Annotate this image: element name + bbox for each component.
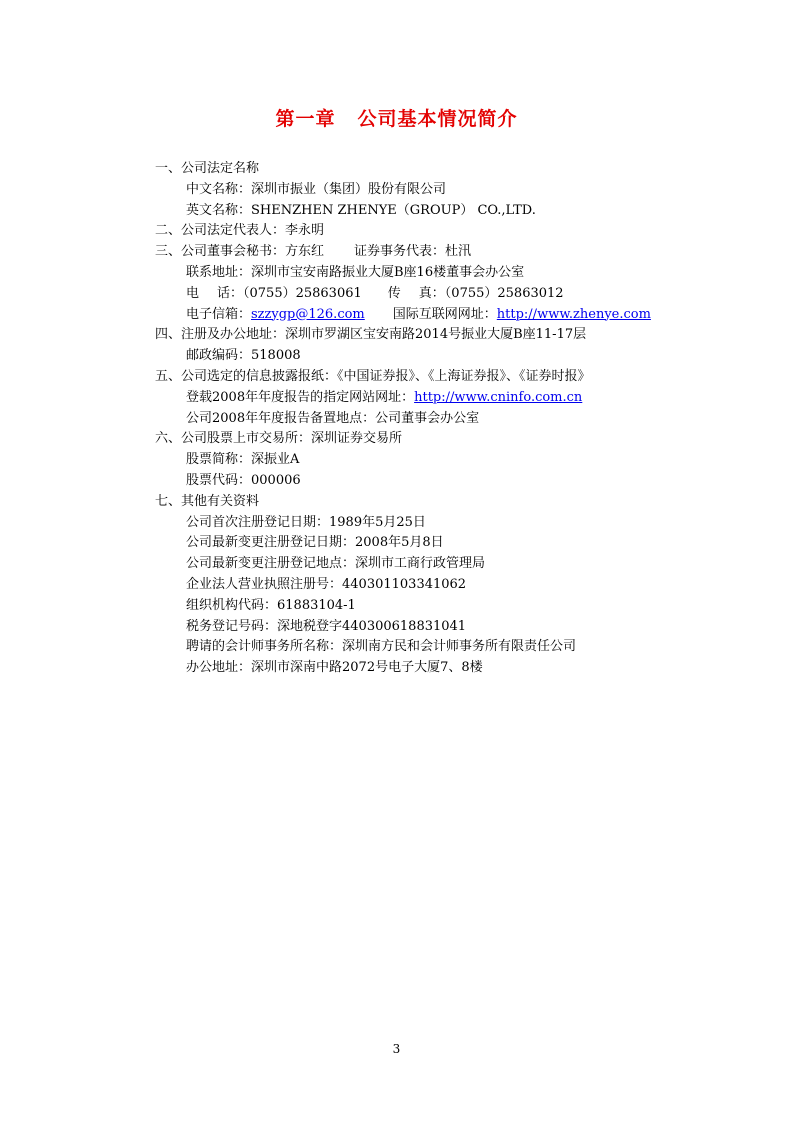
report-place: 公司2008年年度报告备置地点：公司董事会办公室 — [186, 410, 480, 426]
fax: 真：（0755）25863012 — [418, 285, 564, 301]
chapter-number: 第一章 — [275, 108, 336, 130]
tax-registration-number: 税务登记号码：深地税登字440300618831041 — [186, 618, 467, 634]
phone: 话：（0755）25863061 — [217, 285, 362, 301]
securities-representative: 证券事务代表：杜汛 — [354, 244, 472, 260]
website-link[interactable]: http://www.zhenye.com — [496, 306, 651, 322]
phone-fax-row — [155, 284, 675, 305]
postcode: 邮政编码：518008 — [186, 348, 301, 364]
report-website-label: 登载2008年年度报告的指定网站网址： — [186, 389, 415, 405]
accounting-firm: 聘请的会计师事务所名称：深圳南方民和会计师事务所有限责任公司 — [186, 639, 577, 655]
section-4-heading: 四、注册及办公地址：深圳市罗湖区宝安南路2014号振业大厦B座11-17层 — [155, 327, 587, 343]
organization-code: 组织机构代码：61883104-1 — [186, 597, 356, 613]
page-number: 3 — [392, 1042, 401, 1056]
section-3-heading-row — [155, 242, 675, 263]
board-secretary: 三、公司董事会秘书：方东红 — [155, 244, 325, 260]
fax-label-a: 传 — [387, 285, 401, 301]
section-5-heading: 五、公司选定的信息披露报纸：《中国证券报》、《上海证券报》、《证券时报》 — [155, 368, 591, 384]
website-label: 国际互联网网址： — [392, 306, 497, 322]
section-6-heading: 六、公司股票上市交易所：深圳证券交易所 — [155, 431, 403, 447]
company-info — [155, 159, 675, 679]
business-license-number: 企业法人营业执照注册号：440301103341062 — [186, 576, 467, 592]
section-7-heading: 七、其他有关资料 — [155, 493, 260, 509]
stock-code: 股票代码：000006 — [186, 472, 301, 488]
english-name: 英文名称：SHENZHEN ZHENYE（GROUP） CO.,LTD. — [186, 202, 536, 218]
chinese-name: 中文名称：深圳市振业（集团）股份有限公司 — [186, 181, 447, 197]
phone-label-a: 电 — [186, 285, 200, 301]
section-1-heading: 一、公司法定名称 — [155, 161, 260, 176]
latest-registration-place: 公司最新变更注册登记地点：深圳市工商行政管理局 — [186, 556, 486, 572]
accounting-firm-address: 办公地址：深圳市深南中路2072号电子大厦7、8楼 — [186, 660, 483, 676]
chapter-name: 公司基本情况简介 — [357, 108, 518, 130]
latest-registration-date: 公司最新变更注册登记日期：2008年5月8日 — [186, 535, 444, 551]
report-website-link[interactable]: http://www.cninfo.com.cn — [414, 389, 583, 405]
email-link[interactable]: szzygp@126.com — [251, 306, 365, 322]
email-label: 电子信箱： — [186, 306, 252, 322]
report-website-row — [155, 388, 675, 409]
first-registration-date: 公司首次注册登记日期：1989年5月25日 — [186, 514, 426, 530]
section-2-heading: 二、公司法定代表人：李永明 — [155, 223, 325, 239]
stock-short-name: 股票简称：深振业A — [186, 452, 300, 468]
email-web-row — [155, 305, 675, 326]
chapter-title — [0, 104, 793, 131]
contact-address: 联系地址：深圳市宝安南路振业大厦B座16楼董事会办公室 — [186, 264, 525, 280]
